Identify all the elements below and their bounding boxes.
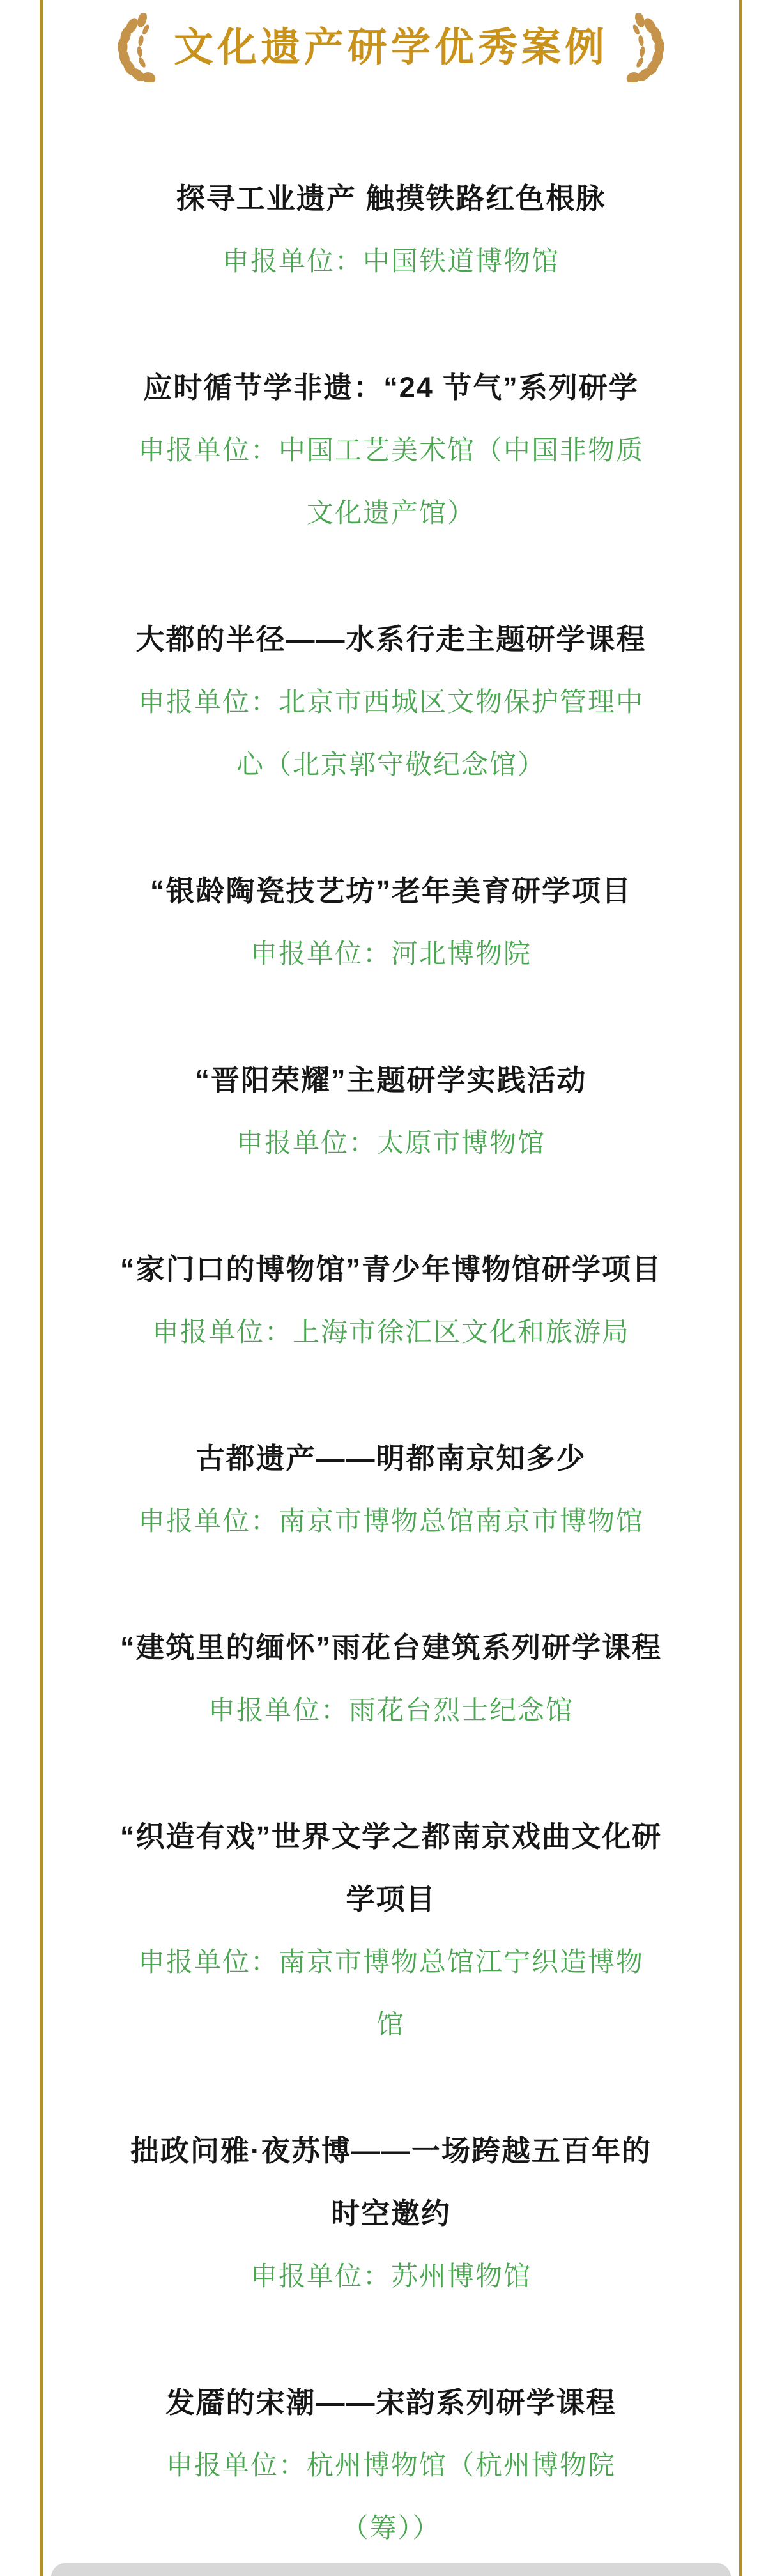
case-unit-line: 申报单位：河北博物院	[250, 939, 532, 969]
case-entry	[42, 1805, 740, 2056]
case-unit	[42, 230, 740, 293]
case-title	[42, 608, 740, 671]
case-title	[42, 1805, 740, 1931]
case-title	[42, 1049, 740, 1112]
case-unit-line: 申报单位：南京市博物总馆南京市博物馆	[137, 1506, 644, 1536]
case-title-line: 拙政问雅·夜苏博——一场跨越五百年的	[130, 2135, 652, 2167]
case-unit-line: 馆	[376, 2009, 405, 2039]
case-entry	[42, 2120, 740, 2308]
laurel-right-icon	[620, 13, 675, 82]
case-unit-line: 申报单位：北京市西城区文物保护管理中	[137, 687, 644, 717]
case-unit-line: 申报单位：雨花台烈士纪念馆	[208, 1695, 574, 1725]
case-entry	[42, 1616, 740, 1742]
case-entry	[42, 1427, 740, 1552]
case-title	[42, 2120, 740, 2245]
case-unit	[42, 923, 740, 985]
case-entry	[42, 608, 740, 796]
case-unit-line: 文化遗产馆）	[306, 498, 475, 528]
case-unit	[42, 2434, 740, 2559]
case-title-line: “晋阳荣耀”主题研学实践活动	[195, 1064, 587, 1096]
case-title-line: 学项目	[346, 1883, 436, 1915]
case-unit	[42, 419, 740, 544]
case-unit	[42, 1679, 740, 1742]
case-title	[42, 860, 740, 923]
case-unit	[42, 1490, 740, 1552]
case-title	[42, 167, 740, 230]
case-unit	[42, 1112, 740, 1174]
case-entry	[42, 1049, 740, 1174]
case-title	[42, 1427, 740, 1490]
next-section-peek	[51, 2563, 731, 2576]
case-title	[42, 1238, 740, 1301]
case-unit-line: 申报单位：苏州博物馆	[250, 2261, 532, 2291]
gold-frame-left	[40, 0, 43, 2576]
case-title	[42, 2372, 740, 2434]
case-unit-line: 申报单位：杭州博物馆（杭州博物院	[165, 2450, 616, 2480]
case-title-line: “建筑里的缅怀”雨花台建筑系列研学课程	[119, 1631, 662, 1664]
case-unit-line: 申报单位：中国铁道博物馆	[222, 246, 560, 276]
case-entry	[42, 167, 740, 293]
case-title	[42, 356, 740, 419]
case-entry	[42, 860, 740, 985]
case-unit	[42, 1931, 740, 2056]
case-list	[0, 167, 782, 2559]
page-title: 文化遗产研学优秀案例	[173, 26, 608, 70]
case-unit-line: （筹））	[341, 2513, 441, 2543]
case-title-line: “织造有戏”世界文学之都南京戏曲文化研	[119, 1820, 662, 1853]
gold-frame-right	[739, 0, 742, 2576]
case-title-line: “银龄陶瓷技艺坊”老年美育研学项目	[150, 875, 632, 907]
case-unit-line: 申报单位：南京市博物总馆江宁织造博物	[137, 1947, 644, 1977]
case-title-line: 探寻工业遗产 触摸铁路红色根脉	[176, 182, 606, 215]
case-unit	[42, 1301, 740, 1363]
case-title-line: 发靥的宋潮——宋韵系列研学课程	[165, 2386, 617, 2419]
case-unit-line: 申报单位：中国工艺美术馆（中国非物质	[137, 435, 644, 465]
case-title-line: 应时循节学非遗：“24 节气”系列研学	[143, 371, 639, 404]
case-unit	[42, 2245, 740, 2308]
case-entry	[42, 356, 740, 544]
case-unit-line: 心（北京郭守敬纪念馆）	[236, 749, 546, 779]
case-entry	[42, 2372, 740, 2559]
case-title-line: 古都遗产——明都南京知多少	[195, 1442, 586, 1475]
case-title-line: 大都的半径——水系行走主题研学课程	[135, 623, 647, 656]
case-unit-line: 申报单位：太原市博物馆	[236, 1128, 546, 1158]
case-title-line: 时空邀约	[330, 2197, 451, 2230]
case-unit	[42, 671, 740, 796]
case-title-line: “家门口的博物馆”青少年博物馆研学项目	[119, 1253, 662, 1285]
case-entry	[42, 1238, 740, 1363]
page-header	[0, 13, 782, 83]
case-unit-line: 申报单位：上海市徐汇区文化和旅游局	[151, 1317, 630, 1347]
laurel-left-icon	[107, 13, 162, 82]
case-title	[42, 1616, 740, 1679]
